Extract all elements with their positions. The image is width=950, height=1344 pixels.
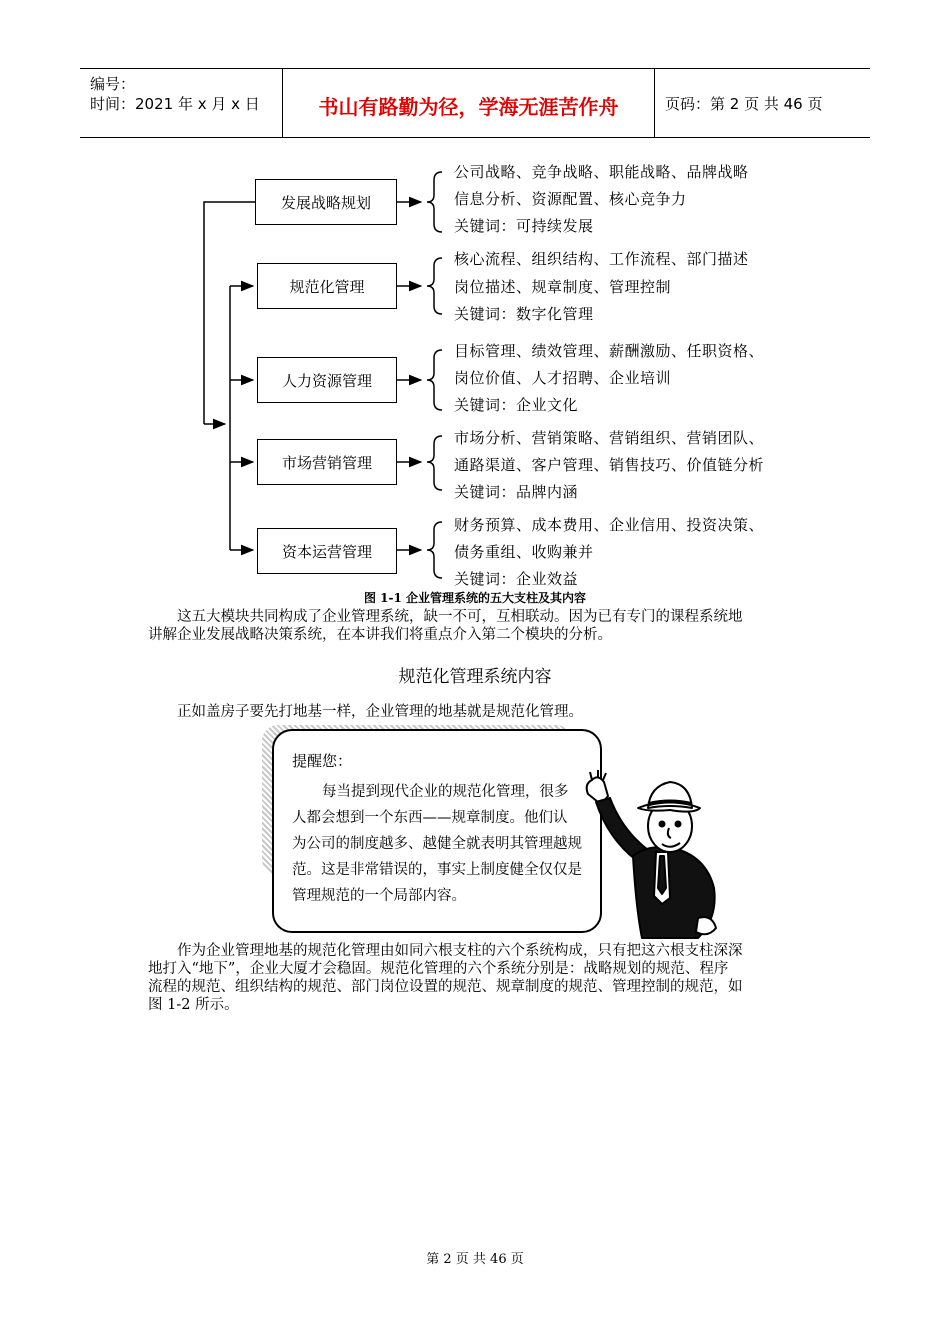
number-label: 编号： [90, 75, 136, 93]
pillar-box-strategy: 发展战略规划 [255, 179, 397, 225]
reminder-line: 为公司的制度越多、越健全就表明其管理越规 [292, 836, 582, 852]
pillar-item: 公司战略、竞争战略、职能战略、品牌战略 [454, 163, 749, 181]
pillar-keyword: 关键词：品牌内涵 [454, 483, 579, 501]
pillar-item: 信息分析、资源配置、核心竞争力 [454, 190, 687, 208]
motto: 书山有路勤为径，学海无涯苦作舟 [318, 95, 619, 119]
reminder-line: 人都会想到一个东西——规章制度。他们认 [292, 810, 568, 826]
diagram-connectors [0, 0, 950, 600]
pillar-box-marketing: 市场营销管理 [257, 439, 397, 485]
paragraph-line: 讲解企业发展战略决策系统，在本讲我们将重点介入第二个模块的分析。 [148, 627, 612, 643]
page-footer: 第 2 页 共 46 页 [426, 1252, 524, 1267]
paragraph-line: 作为企业管理地基的规范化管理由如同六根支柱的六个系统构成，只有把这六根支柱深深 [177, 943, 743, 959]
pillar-item: 岗位描述、规章制度、管理控制 [454, 278, 672, 296]
businessman-cartoon-icon [578, 768, 728, 940]
paragraph-line: 这五大模块共同构成了企业管理系统，缺一不可，互相联动。因为已有专门的课程系统地 [177, 609, 743, 625]
pillar-item: 核心流程、组织结构、工作流程、部门描述 [454, 250, 749, 268]
paragraph-line: 图 1-2 所示。 [148, 997, 239, 1013]
page-info: 页码：第 2 页 共 46 页 [665, 95, 823, 113]
reminder-title: 提醒您： [292, 752, 353, 770]
paragraph-line: 流程的规范、组织结构的规范、部门岗位设置的规范、规章制度的规范、管理控制的规范，如 [148, 979, 743, 995]
paragraph-line: 地打入“地下”，企业大厦才会稳固。规范化管理的六个系统分别是：战略规划的规范、程序 [148, 961, 729, 977]
pillar-item: 财务预算、成本费用、企业信用、投资决策、 [454, 516, 765, 534]
pillar-box-capital: 资本运营管理 [257, 528, 397, 574]
figure-caption: 图 1-1 企业管理系统的五大支柱及其内容 [363, 591, 587, 605]
pillar-item: 岗位价值、人才招聘、企业培训 [454, 369, 672, 387]
paragraph-line: 正如盖房子要先打地基一样，企业管理的地基就是规范化管理。 [177, 704, 583, 720]
reminder-line: 范。这是非常错误的，事实上制度健全仅仅是 [292, 862, 582, 878]
reminder-line: 管理规范的一个局部内容。 [292, 888, 466, 904]
pillar-keyword: 关键词：企业效益 [454, 570, 579, 588]
reminder-line: 每当提到现代企业的规范化管理，很多 [322, 784, 569, 800]
pillar-keyword: 关键词：可持续发展 [454, 217, 594, 235]
pillar-keyword: 关键词：企业文化 [454, 396, 579, 414]
pillar-box-standardization: 规范化管理 [257, 263, 397, 309]
pillar-item: 市场分析、营销策略、营销组织、营销团队、 [454, 429, 765, 447]
pillar-box-hr: 人力资源管理 [257, 357, 397, 403]
pillar-keyword: 关键词：数字化管理 [454, 305, 594, 323]
pillar-item: 通路渠道、客户管理、销售技巧、价值链分析 [454, 456, 765, 474]
pillar-item: 目标管理、绩效管理、薪酬激励、任职资格、 [454, 342, 765, 360]
section-title: 规范化管理系统内容 [398, 667, 552, 687]
pillar-item: 债务重组、收购兼并 [454, 543, 594, 561]
date-label: 时间：2021 年 x 月 x 日 [90, 95, 260, 113]
